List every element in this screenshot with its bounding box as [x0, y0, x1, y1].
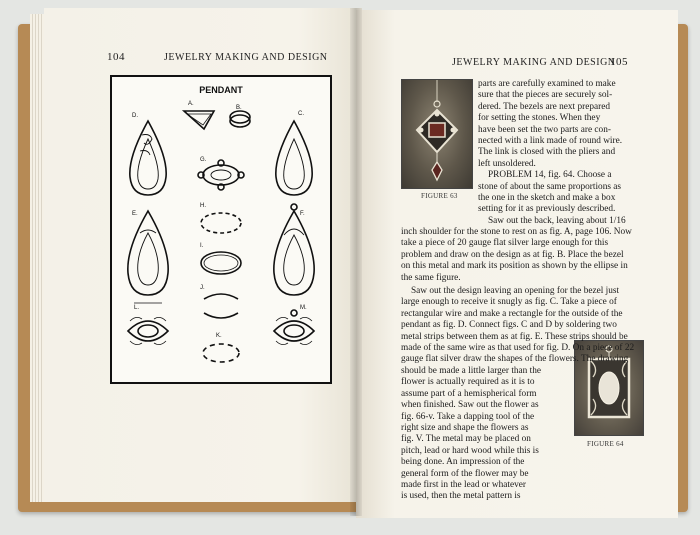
text-line: PROBLEM 14, fig. 64. Choose a — [488, 170, 612, 181]
text-line: flower is actually required as it is to — [401, 377, 535, 388]
left-running-head: JEWELRY MAKING AND DESIGN — [164, 52, 328, 63]
plate-title: PENDANT — [199, 85, 243, 95]
text-line: general form of the flower may be — [401, 468, 529, 479]
text-line: parts are carefully examined to make — [478, 79, 616, 89]
figure-63-caption: FIGURE 63 — [421, 192, 458, 200]
text-line: take a piece of 20 gauge flat silver large enough for this — [401, 238, 609, 249]
text-block-bottom — [401, 366, 567, 503]
text-line: setting for it as previously described. — [478, 204, 616, 215]
label-g: G. — [200, 157, 207, 163]
text-line: gauge flat silver draw the shapes of the flowers. The drawing — [401, 354, 629, 365]
text-line: large enough to receive it snugly as fig. C. Take a piece of — [401, 297, 617, 308]
text-line: dered. The bezels are next prepared — [478, 101, 610, 112]
pendant-photo-63-icon — [402, 80, 472, 188]
text-line: Saw out the design leaving an opening for the bezel just — [411, 286, 620, 297]
text-line: fig. 66-v. Take a dapping tool of the — [401, 411, 535, 422]
label-j: J. — [200, 285, 205, 291]
text-line: for setting the stones. When they — [478, 113, 601, 124]
label-c: C. — [298, 111, 304, 117]
label-h: H. — [200, 203, 206, 209]
text-line: rectangular wire and make a rectangle for the outside of the — [401, 308, 623, 319]
text-line: Saw out the back, leaving about 1/16 — [488, 215, 626, 226]
label-d: D. — [132, 113, 138, 119]
figure-64-caption: FIGURE 64 — [587, 440, 624, 448]
label-k-left: L. — [134, 305, 140, 311]
text-line: fig. V. The metal may be placed on — [401, 434, 531, 445]
text-line: stone of about the same proportions as — [478, 181, 622, 192]
text-line: being done. An impression of the — [401, 457, 525, 468]
text-line: on this metal and mark its position as shown by the ellipse in — [401, 261, 628, 272]
text-line: right size and shape the flowers as — [401, 423, 529, 434]
label-b: B. — [236, 105, 242, 111]
text-line: left unsoldered. — [478, 158, 536, 169]
text-line: the one in the sketch and make a box — [478, 193, 616, 204]
label-f: F. — [300, 211, 305, 217]
text-line: the same figure. — [401, 272, 461, 283]
label-a: A. — [188, 101, 194, 107]
label-e: E. — [132, 211, 138, 217]
text-block-top — [478, 79, 644, 227]
right-page — [356, 10, 678, 518]
text-line: pendant as fig. D. Connect figs. C and D by soldering two — [401, 320, 617, 331]
text-line: made first in the lead or whatever — [401, 480, 526, 491]
text-line: metal strips between them as at fig. E. These strips should be — [401, 331, 628, 342]
label-k: K. — [216, 333, 222, 339]
pendant-drawings-illustration — [112, 77, 330, 382]
text-line: made of the same wire as that used for fig. D. On a piece of 22 — [401, 343, 635, 354]
text-line: sure that the pieces are securely sol- — [478, 90, 613, 101]
label-i: I. — [200, 243, 204, 249]
text-line: The link is closed with the pliers and — [478, 147, 616, 158]
text-line: is used, then the metal pattern is — [401, 491, 521, 502]
text-line: inch shoulder for the stone to rest on as fig. A, page 106. Now — [401, 227, 632, 237]
text-line: pitch, lead or hard wood while this is — [401, 445, 539, 456]
pendant-plate — [110, 75, 332, 384]
book-gutter — [350, 8, 362, 516]
text-line: problem and draw on the design as at fig. B. Place the bezel — [401, 249, 624, 260]
text-line: when finished. Saw out the flower as — [401, 400, 539, 411]
text-line: should be made a little larger than the — [401, 366, 542, 376]
text-block-full — [401, 227, 644, 366]
text-line: assume part of a hemispherical form — [401, 388, 537, 399]
left-page-number: 104 — [107, 51, 125, 63]
text-line: have been set the two parts are con- — [478, 124, 611, 135]
figure-63-photo — [401, 79, 473, 189]
right-running-head: JEWELRY MAKING AND DESIGN — [452, 57, 616, 68]
label-m: M. — [300, 305, 307, 311]
right-page-number: 105 — [610, 56, 628, 68]
text-line: nected with a link made of round wire. — [478, 136, 623, 147]
